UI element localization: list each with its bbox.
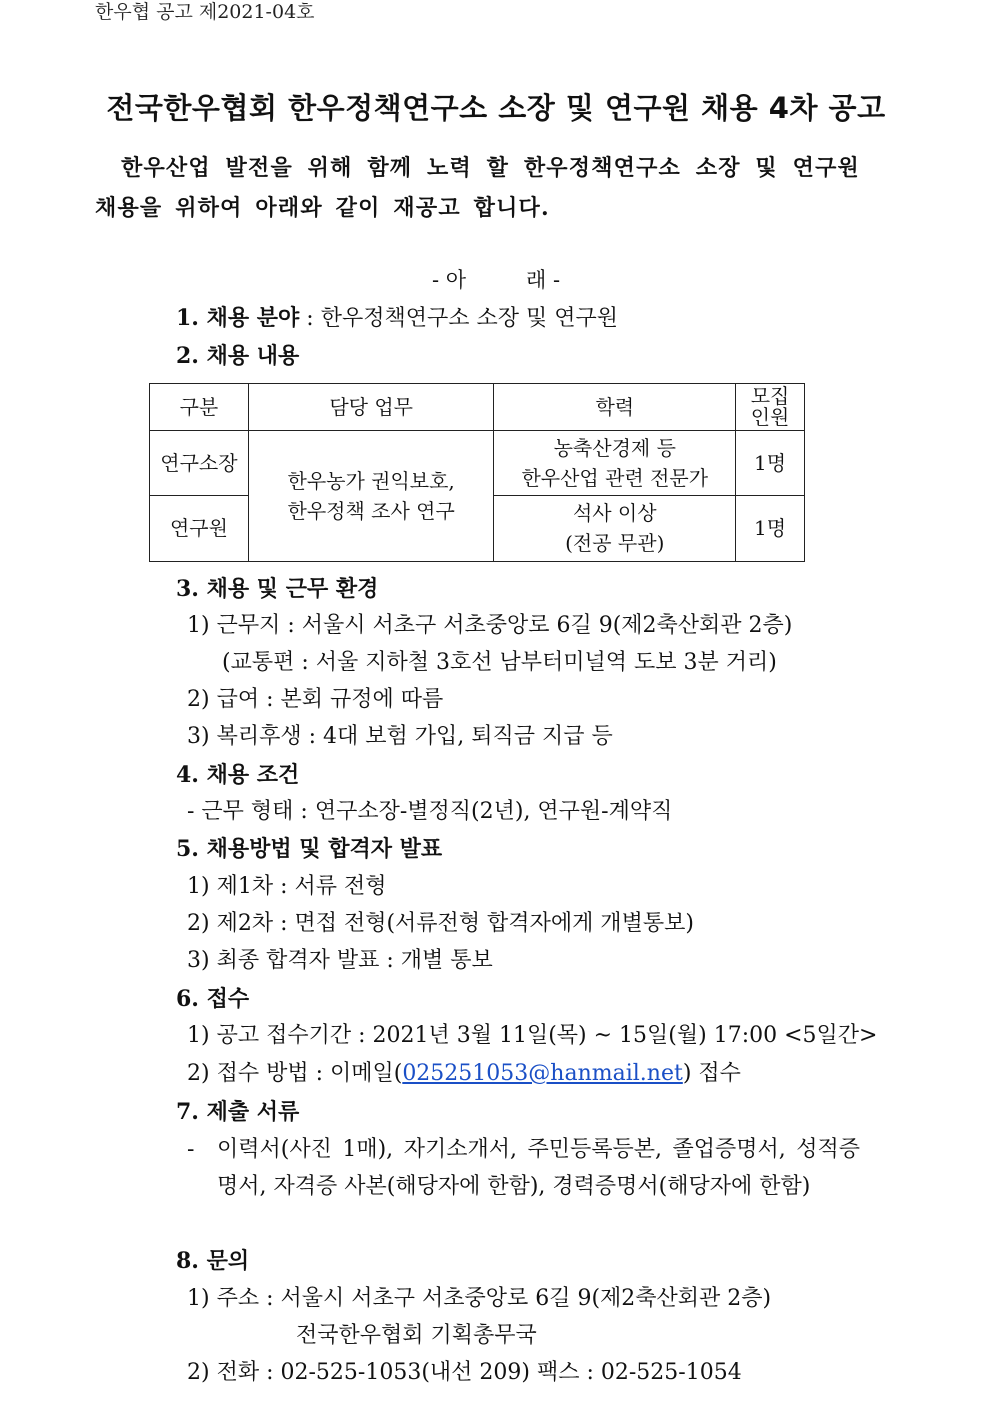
are-divider <box>0 266 992 294</box>
section-6-item-2-prefix: 2) 접수 방법 : 이메일( <box>187 1061 403 1086</box>
edu-line1: 석사 이상 <box>572 501 657 526</box>
header-count <box>736 384 805 431</box>
page-title: 전국한우협회 한우정책연구소 소장 및 연구원 채용 4차 공고 <box>106 91 886 125</box>
duty-line2: 한우정책 조사 연구 <box>287 499 455 524</box>
are-left: - 아 <box>431 268 466 292</box>
header-duty: 담당 업무 <box>248 384 494 431</box>
section-1 <box>176 303 618 334</box>
section-7-label: 7. 제출 서류 <box>176 1099 300 1125</box>
row-category: 연구원 <box>150 495 249 561</box>
duty-line1: 한우농가 권익보호, <box>287 469 455 494</box>
section-3-label: 3. 채용 및 근무 환경 <box>176 576 379 602</box>
section-6-item-1: 1) 공고 접수기간 : 2021년 3월 11일(목) ~ 15일(월) 17:00 <5일간> <box>187 1023 878 1048</box>
section-3-item-1: 1) 근무지 : 서울시 서초구 서초중앙로 6길 9(제2축산회관 2층) <box>187 613 793 638</box>
section-4-label: 4. 채용 조건 <box>176 762 300 788</box>
section-3 <box>176 574 378 605</box>
table-header-row <box>150 384 805 431</box>
section-5 <box>176 834 442 865</box>
row-count: 1명 <box>736 431 805 495</box>
intro-paragraph: 한우산업 발전을 위해 함께 노력 할 한우정책연구소 소장 및 연구원 채용을 위하여 아래와 같이 재공고 합니다. <box>95 155 860 221</box>
section-7-text: 이력서(사진 1매), 자기소개서, 주민등록등본, 졸업증명서, 성적증명서, 자격증 사본(해당자에 한함), 경력증명서(해당자에 한함) <box>217 1137 860 1199</box>
section-3-item-1-sub: (교통편 : 서울 지하철 3호선 남부터미널역 도보 3분 거리) <box>222 650 777 675</box>
section-3-item-3: 3) 복리후생 : 4대 보험 가입, 퇴직금 지급 등 <box>187 724 613 749</box>
section-4 <box>176 760 299 791</box>
section-6-item-2 <box>187 1059 741 1089</box>
section-7-item-1 <box>187 1131 860 1205</box>
email-link[interactable]: 025251053@hanmail.net <box>402 1061 683 1086</box>
table-row <box>150 431 805 495</box>
section-2-label: 2. 채용 내용 <box>176 343 300 369</box>
section-8-item-2: 2) 전화 : 02-525-1053(내선 209) 팩스 : 02-525-1054 <box>187 1360 742 1385</box>
header-category: 구분 <box>150 384 249 431</box>
section-4-item-1: - 근무 형태 : 연구소장-별정직(2년), 연구원-계약직 <box>187 799 673 824</box>
section-7-dash: - <box>187 1137 195 1162</box>
are-right: 래 - <box>526 268 561 292</box>
row-education <box>494 495 736 561</box>
section-6-item-2-suffix: ) 접수 <box>682 1061 741 1086</box>
section-2 <box>176 341 299 372</box>
row-category: 연구소장 <box>150 431 249 495</box>
header-count-line1: 모집 <box>750 384 790 409</box>
section-8 <box>176 1246 249 1277</box>
section-6-label: 6. 접수 <box>176 986 250 1012</box>
section-1-label: 1. 채용 분야 <box>176 305 300 331</box>
edu-line1: 농축산경제 등 <box>553 435 676 460</box>
section-8-item-1: 1) 주소 : 서울시 서초구 서초중앙로 6길 9(제2축산회관 2층) <box>187 1286 772 1311</box>
section-1-value: : 한우정책연구소 소장 및 연구원 <box>299 306 618 331</box>
section-6 <box>176 984 249 1015</box>
section-5-item-1: 1) 제1차 : 서류 전형 <box>187 874 387 899</box>
row-count: 1명 <box>736 495 805 561</box>
section-5-item-3: 3) 최종 합격자 발표 : 개별 통보 <box>187 948 493 973</box>
section-5-item-2: 2) 제2차 : 면접 전형(서류전형 합격자에게 개별통보) <box>187 911 694 936</box>
section-7 <box>176 1097 299 1128</box>
notice-number: 한우협 공고 제2021-04호 <box>95 1 315 23</box>
header-education: 학력 <box>494 384 736 431</box>
edu-line2: 한우산업 관련 전문가 <box>521 465 709 490</box>
section-3-item-2: 2) 급여 : 본회 규정에 따름 <box>187 687 444 712</box>
section-5-label: 5. 채용방법 및 합격자 발표 <box>176 836 443 862</box>
section-8-item-1-sub: 전국한우협회 기획총무국 <box>296 1323 537 1348</box>
section-8-label: 8. 문의 <box>176 1248 250 1274</box>
row-education <box>494 431 736 495</box>
edu-line2: (전공 무관) <box>565 531 665 556</box>
recruit-table <box>149 383 805 562</box>
row-duty <box>248 431 494 562</box>
header-count-line2: 인원 <box>750 405 790 430</box>
